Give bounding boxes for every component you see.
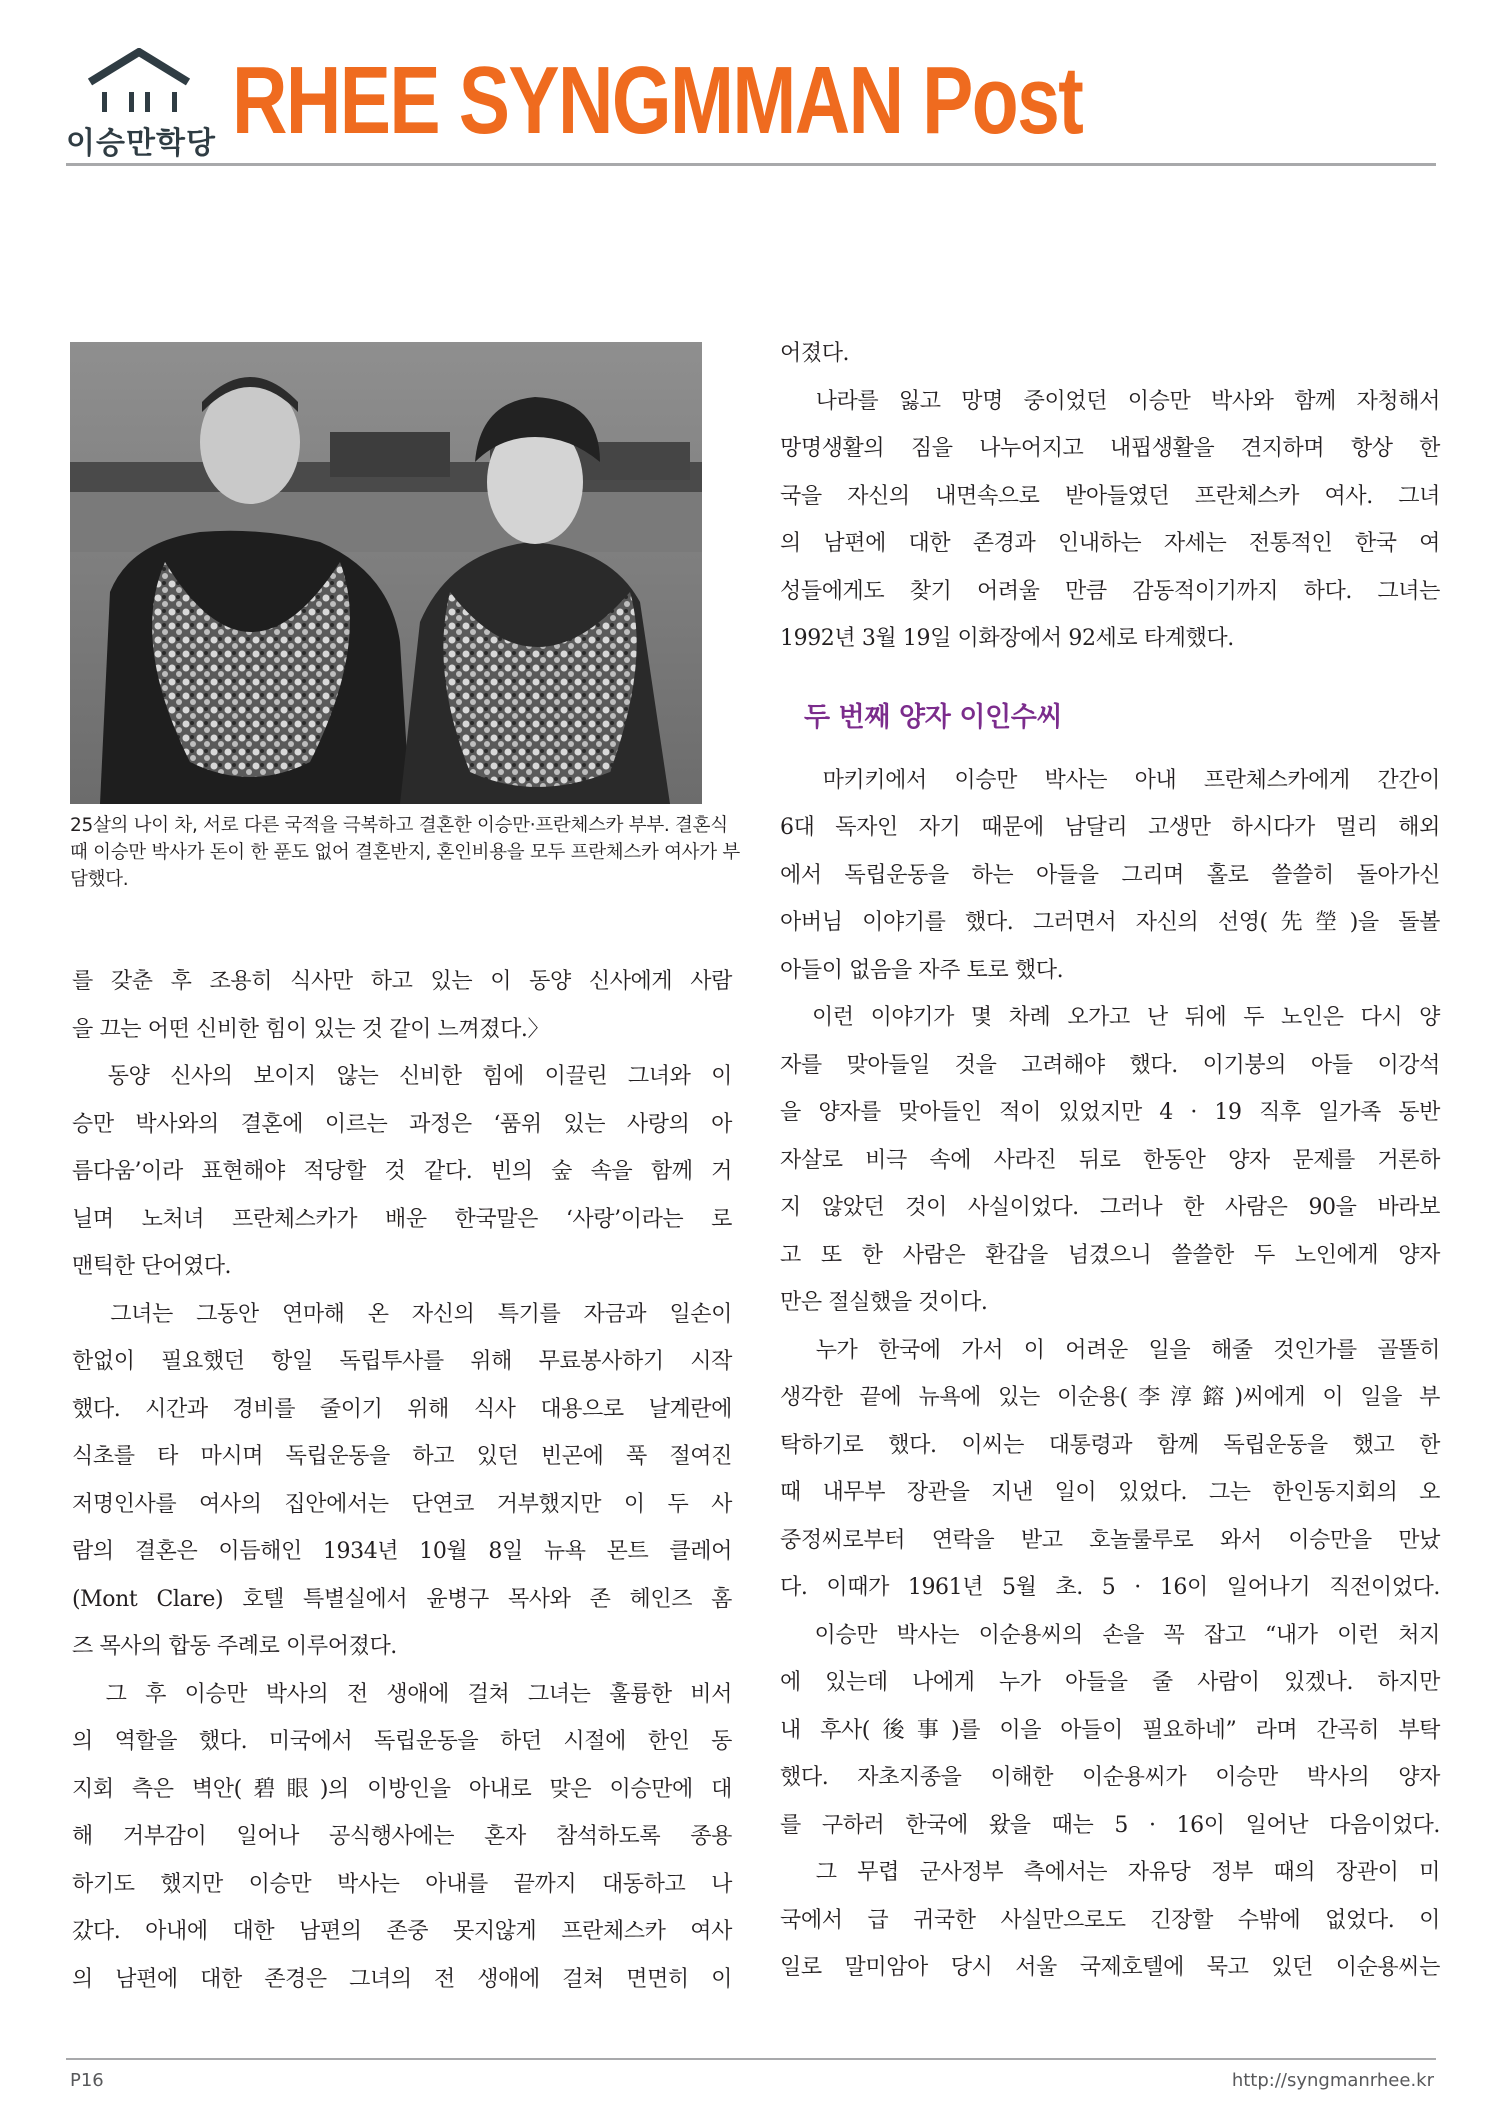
school-logo (66, 46, 216, 161)
text-line: 아들이 없음을 자주 토로 했다. (780, 957, 1064, 983)
text-line: 중정씨로부터 연락을 받고 호놀룰루로 와서 이승만을 만났 (780, 1527, 1440, 1553)
text-line: 했다. 시간과 경비를 줄이기 위해 식사 대용으로 날계란에 (72, 1396, 732, 1422)
photo-caption: 25살의 나이 차, 서로 다른 국적을 극복하고 결혼한 이승만·프란체스카 부부. 결혼식 때 이승만 박사가 돈이 한 푼도 없어 결혼반지, 혼인비용을 모두 프란체스카 여사가 부담했다. (70, 815, 740, 890)
text-line: 국에서 급 귀국한 사실만으로도 긴장할 수밖에 없었다. 이 (780, 1907, 1440, 1933)
text-line: 아버님 이야기를 했다. 그러면서 자신의 선영(先塋)을 돌볼 (780, 910, 1440, 935)
logo-wordmark: 이승만학당 (66, 126, 216, 161)
text-line: 해 거부감이 일어나 공식행사에는 혼자 참석하도록 종용 (72, 1824, 732, 1849)
text-line: 생각한 끝에 뉴욕에 있는 이순용(李淳鎔)씨에게 이 일을 부 (780, 1385, 1440, 1410)
page-number: P16 (70, 2070, 104, 2091)
text-line: 때 내무부 장관을 지낸 일이 있었다. 그는 한인동지회의 오 (780, 1480, 1440, 1505)
footer-divider (66, 2058, 1436, 2060)
text-line: 내 후사(後事)를 이을 아들이 필요하네” 라며 간곡히 부탁 (780, 1717, 1440, 1743)
text-line: 지 않았던 것이 사실이었다. 그러나 한 사람은 90을 바라보 (780, 1195, 1440, 1220)
text-line: 했다. 자초지종을 이해한 이순용씨가 이승만 박사의 양자 (780, 1765, 1440, 1790)
left-column (72, 958, 732, 2003)
text-line: 람의 결혼은 이듬해인 1934년 10월 8일 뉴욕 몬트 클레어 (72, 1539, 732, 1564)
text-line: 고 또 한 사람은 환갑을 넘겼으니 쓸쓸한 두 노인에게 양자 (780, 1242, 1440, 1268)
text-line: 하기도 했지만 이승만 박사는 아내를 끝까지 대동하고 나 (72, 1871, 732, 1897)
text-line: 일로 말미암아 당시 서울 국제호텔에 묵고 있던 이순용씨는 (780, 1955, 1440, 1980)
text-line: 만은 절실했을 것이다. (780, 1290, 988, 1315)
text-line: 마키키에서 이승만 박사는 아내 프란체스카에게 간간이 (780, 767, 1440, 793)
text-line: 의 역할을 했다. 미국에서 독립운동을 하던 시절에 한인 동 (72, 1729, 732, 1754)
text-line: 나라를 잃고 망명 중이었던 이승만 박사와 함께 자청해서 (780, 388, 1440, 414)
text-line: 름다움’이라 표현해야 적당할 것 같다. 빈의 숲 속을 함께 거 (72, 1159, 732, 1184)
text-line: 에 있는데 나에게 누가 아들을 줄 사람이 있겠나. 하지만 (780, 1670, 1440, 1695)
header-divider (66, 163, 1436, 166)
text-line: 자를 맞아들일 것을 고려해야 했다. 이기붕의 아들 이강석 (780, 1052, 1440, 1078)
text-line: 1992년 3월 19일 이화장에서 92세로 타계했다. (780, 626, 1234, 651)
publication-title: RHEE SYNGMMAN Post (232, 47, 1083, 154)
text-line: 성들에게도 찾기 어려울 만큼 감동적이기까지 하다. 그녀는 (780, 578, 1440, 604)
text-line: 맨틱한 단어였다. (72, 1254, 232, 1279)
text-line: (Mont Clare) 호텔 특별실에서 윤병구 목사와 존 헤인즈 홈 (72, 1586, 732, 1612)
text-line: 식초를 타 마시며 독립운동을 하고 있던 빈곤에 푹 절여진 (72, 1444, 732, 1469)
text-line: 그녀는 그동안 연마해 온 자신의 특기를 자금과 일손이 (72, 1301, 732, 1327)
text-line: 즈 목사의 합동 주례로 이루어졌다. (72, 1634, 397, 1659)
text-line: 승만 박사와의 결혼에 이르는 과정은 ‘품위 있는 사랑의 아 (72, 1111, 732, 1137)
text-line: 탁하기로 했다. 이씨는 대통령과 함께 독립운동을 했고 한 (780, 1432, 1440, 1458)
house-roof-icon (84, 48, 194, 118)
couple-photograph (70, 342, 702, 804)
text-line: 을 끄는 어떤 신비한 힘이 있는 것 같이 느껴졌다.〉 (72, 1016, 550, 1042)
section-heading: 두 번째 양자 이인수씨 (804, 701, 1063, 733)
text-line: 저명인사를 여사의 집안에서는 단연코 거부했지만 이 두 사 (72, 1491, 732, 1517)
text-line: 을 양자를 맞아들인 적이 있었지만 4 · 19 직후 일가족 동반 (780, 1100, 1440, 1125)
text-line: 에서 독립운동을 하는 아들을 그리며 홀로 쓸쓸히 돌아가신 (780, 862, 1440, 888)
text-line: 그 무렵 군사정부 측에서는 자유당 정부 때의 장관이 미 (780, 1860, 1440, 1885)
text-line: 그 후 이승만 박사의 전 생애에 걸쳐 그녀는 훌륭한 비서 (72, 1681, 732, 1707)
text-line: 갔다. 아내에 대한 남편의 존중 못지않게 프란체스카 여사 (72, 1919, 732, 1944)
text-line: 어졌다. (780, 341, 850, 366)
text-line: 의 남편에 대한 존경과 인내하는 자세는 전통적인 한국 여 (780, 531, 1440, 556)
right-column (780, 330, 1440, 1992)
text-line: 다. 이때가 1961년 5월 초. 5 · 16이 일어나기 직전이었다. (780, 1575, 1440, 1600)
text-line: 이승만 박사는 이순용씨의 손을 꼭 잡고 “내가 이런 처지 (780, 1622, 1440, 1648)
text-line: 를 구하러 한국에 왔을 때는 5 · 16이 일어난 다음이었다. (780, 1812, 1440, 1838)
text-line: 누가 한국에 가서 이 어려운 일을 해줄 것인가를 골똘히 (780, 1337, 1440, 1363)
text-line: 지회 측은 벽안(碧眼)의 이방인을 아내로 맞은 이승만에 대 (72, 1776, 732, 1802)
text-line: 국을 자신의 내면속으로 받아들였던 프란체스카 여사. 그녀 (780, 483, 1440, 509)
text-line: 이런 이야기가 몇 차례 오가고 난 뒤에 두 노인은 다시 양 (780, 1005, 1440, 1030)
text-line: 의 남편에 대한 존경은 그녀의 전 생애에 걸쳐 면면히 이 (72, 1966, 732, 1992)
text-line: 동양 신사의 보이지 않는 신비한 힘에 이끌린 그녀와 이 (72, 1064, 732, 1089)
text-line: 망명생활의 짐을 나누어지고 내핍생활을 견지하며 항상 한 (780, 436, 1440, 461)
text-line: 한없이 필요했던 항일 독립투사를 위해 무료봉사하기 시작 (72, 1349, 732, 1374)
text-line: 자살로 비극 속에 사라진 뒤로 한동안 양자 문제를 거론하 (780, 1147, 1440, 1173)
text-line: 를 갖춘 후 조용히 식사만 하고 있는 이 동양 신사에게 사람 (72, 969, 732, 994)
text-line: 닐며 노처녀 프란체스카가 배운 한국말은 ‘사랑’이라는 로 (72, 1206, 732, 1232)
footer-website-link[interactable]: http://syngmanrhee.kr (1231, 2070, 1434, 2091)
text-line: 6대 독자인 자기 때문에 남달리 고생만 하시다가 멀리 해외 (780, 815, 1440, 840)
masthead (66, 46, 1436, 161)
